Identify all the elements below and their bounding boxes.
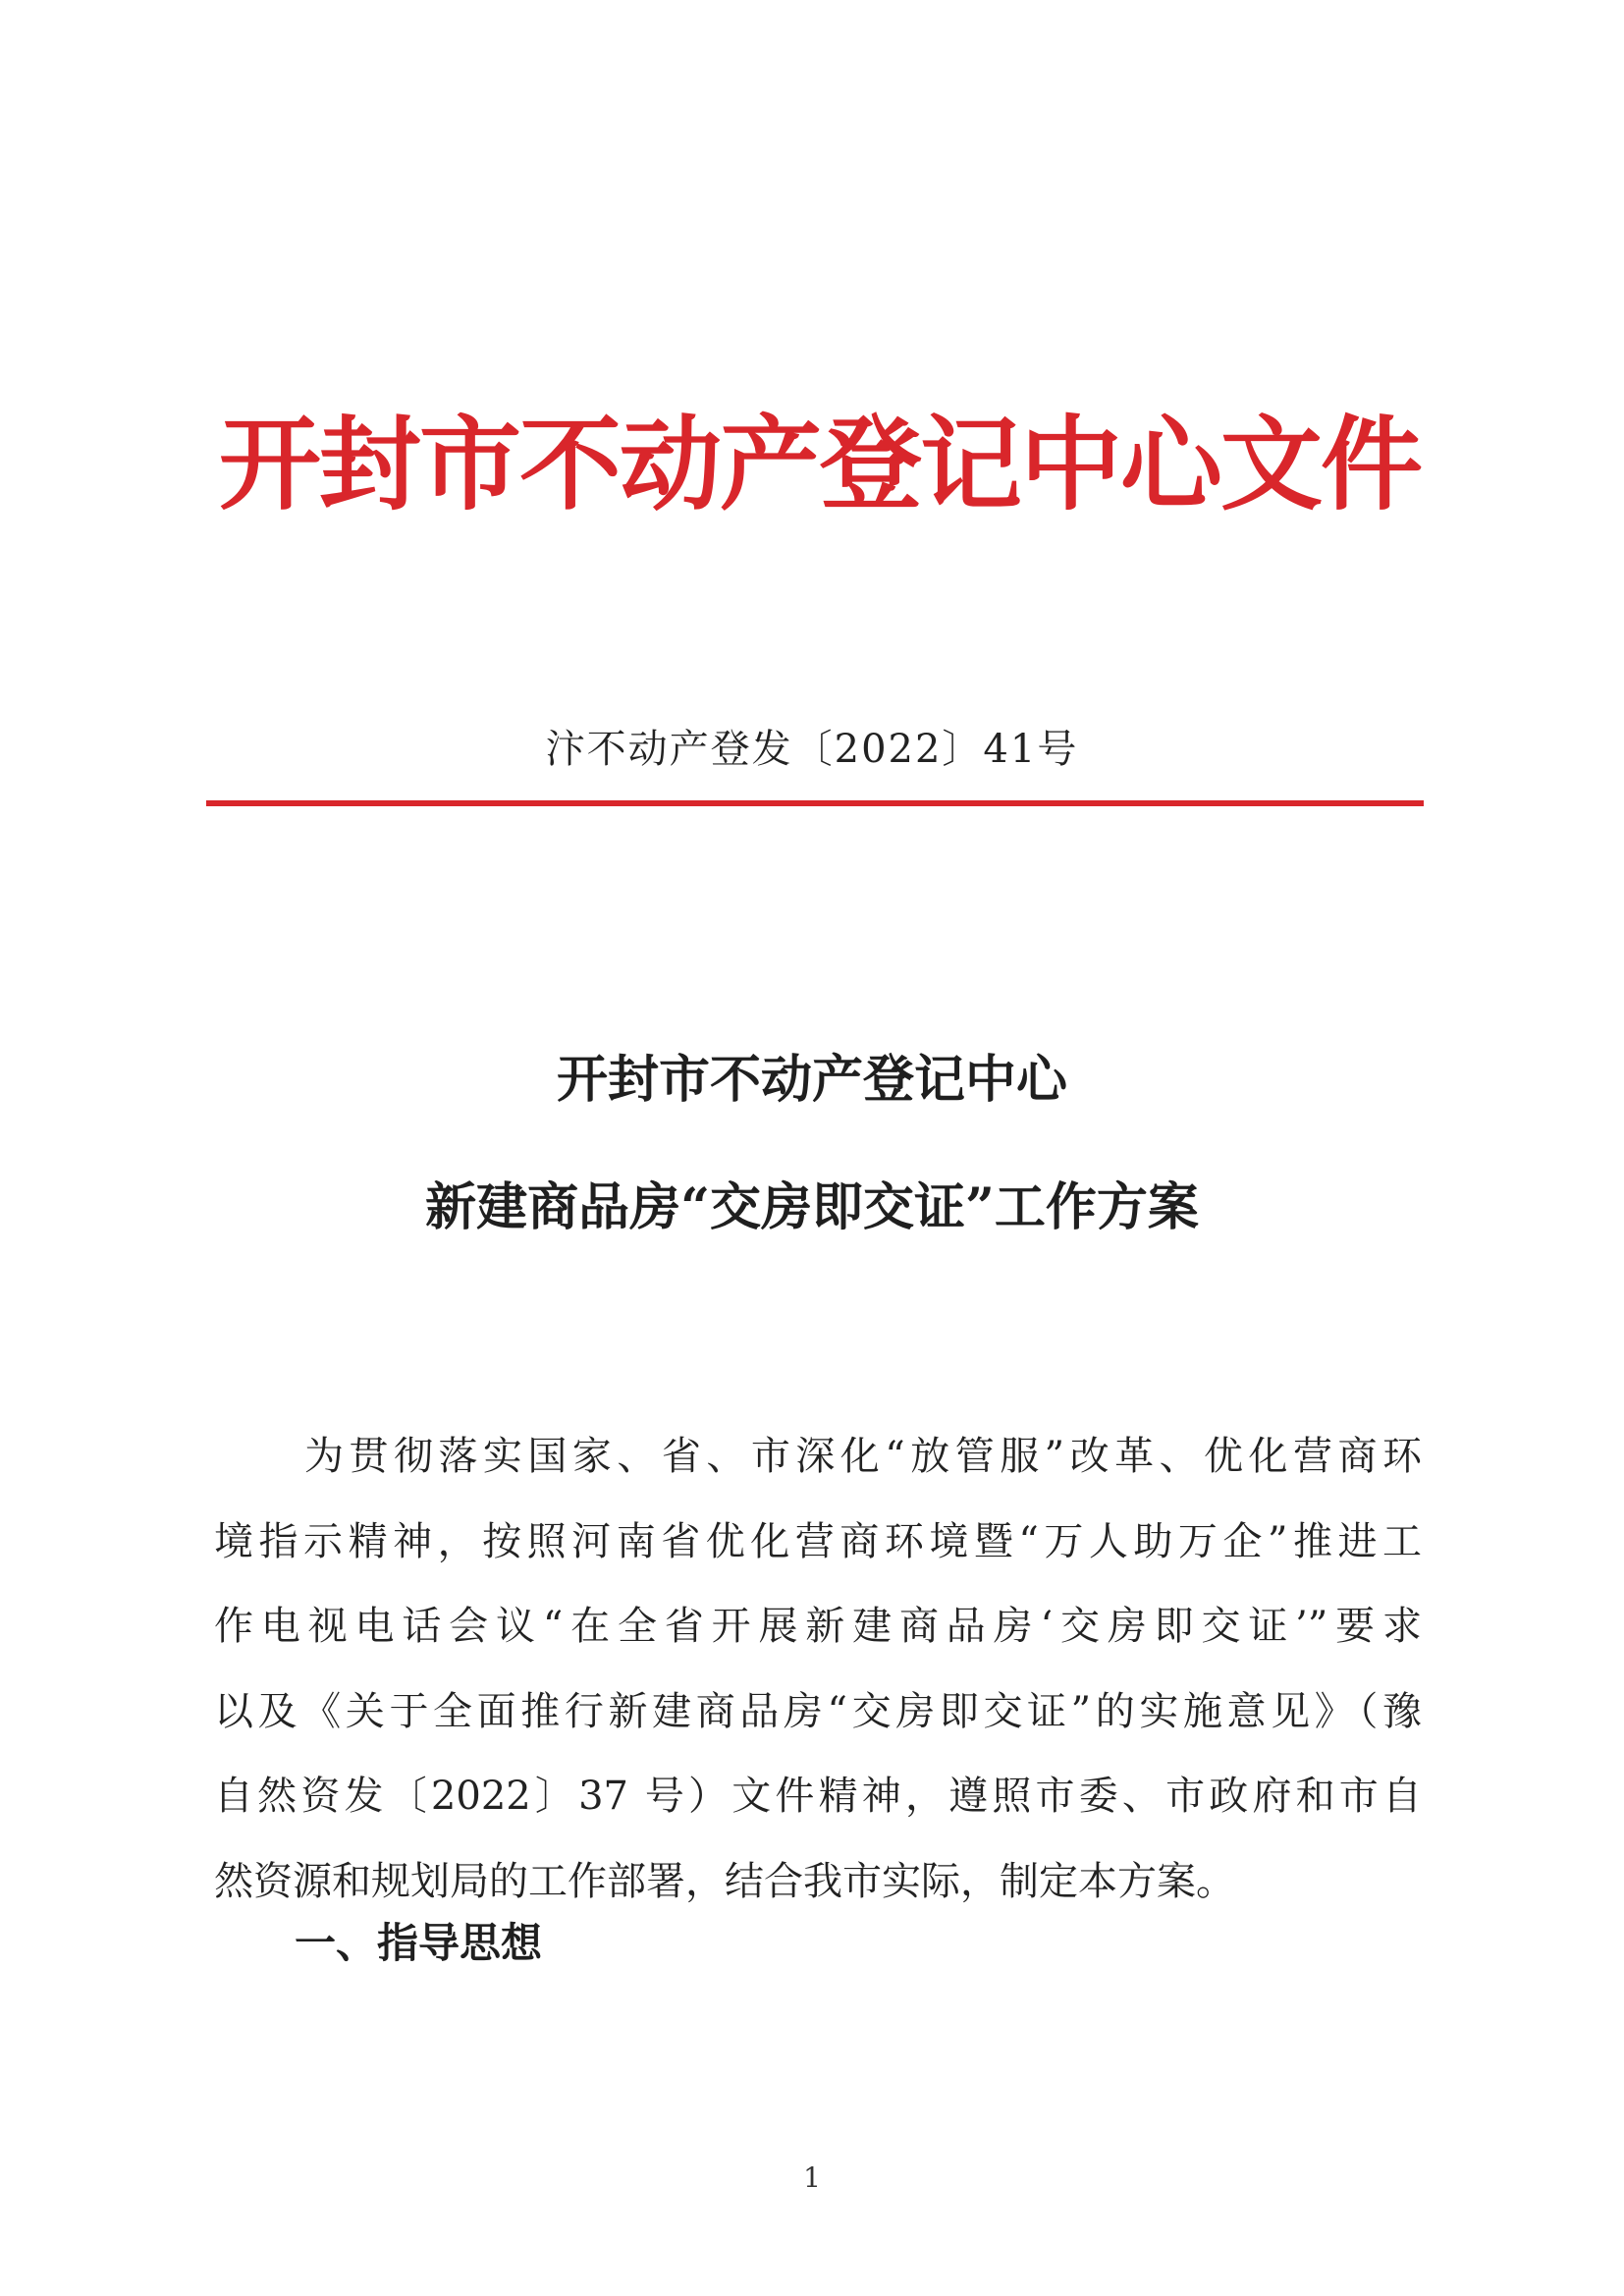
agency-header-title: 开封市不动产登记中心文件 [218,404,1421,524]
body-paragraph-line: 自然资发〔2022〕37 号）文件精神，遵照市委、市政府和市自 [214,1774,1422,1819]
body-paragraph-line: 为贯彻落实国家、省、市深化“放管服”改革、优化营商环 [304,1434,1422,1479]
document-number: 汴不动产登发〔2022〕41号 [545,727,1079,772]
body-paragraph-line: 境指示精神，按照河南省优化营商环境暨“万人助万企”推进工 [214,1519,1422,1564]
page-number: 1 [803,2161,821,2194]
body-paragraph-line: 然资源和规划局的工作部署，结合我市实际，制定本方案。 [214,1859,1235,1904]
body-paragraph-line: 作电视电话会议“在全省开展新建商品房‘交房即交证’”要求 [214,1604,1422,1649]
body-paragraph-line: 以及《关于全面推行新建商品房“交房即交证”的实施意见》（豫 [214,1689,1422,1734]
document-title-line-2: 新建商品房“交房即交证”工作方案 [425,1177,1199,1237]
red-divider-line [206,800,1424,806]
document-title-line-1: 开封市不动产登记中心 [556,1050,1067,1110]
section-heading: 一、指导思想 [295,1919,543,1967]
